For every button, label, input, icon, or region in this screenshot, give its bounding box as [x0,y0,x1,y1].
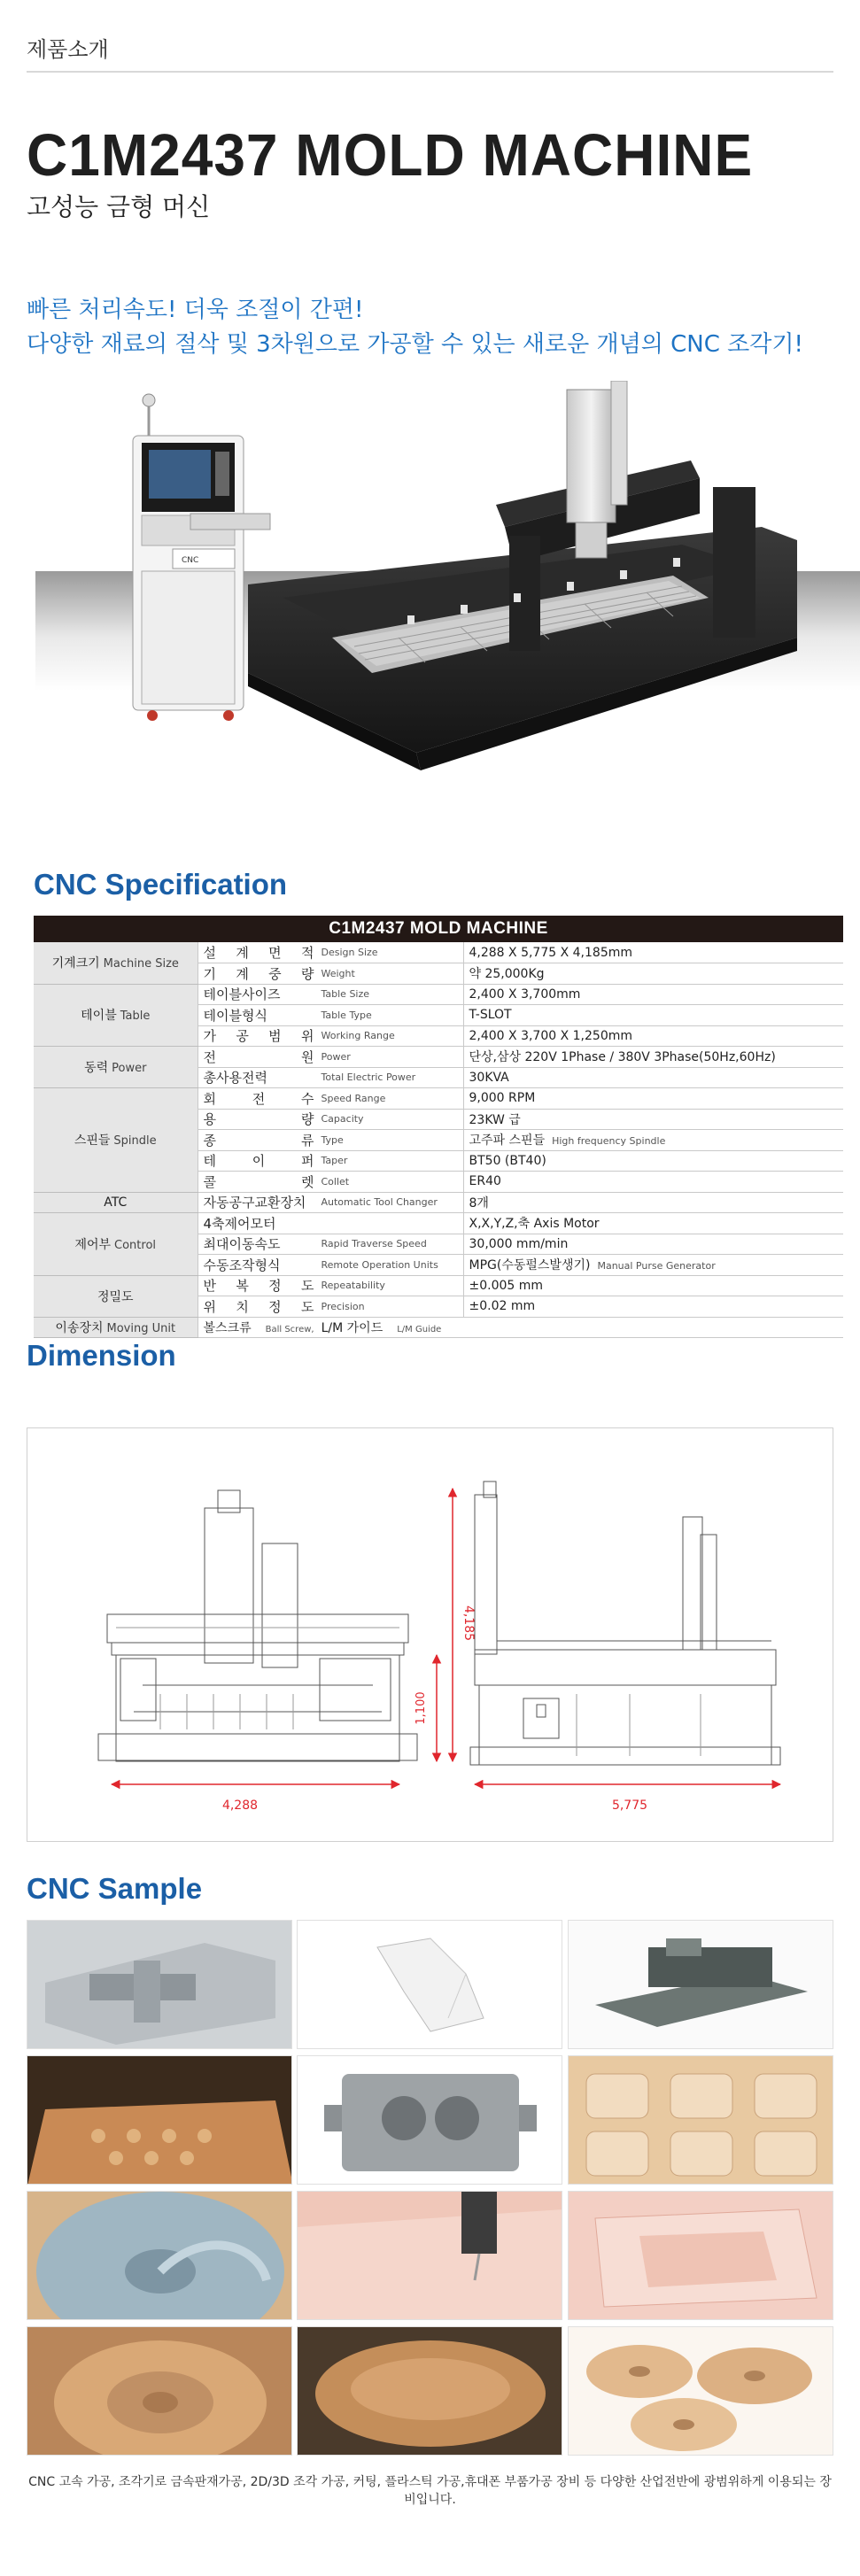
spec-value [463,1025,843,1047]
sample-white-part [297,1920,562,2049]
spec-item-ko: 테이블사이즈 [203,986,281,1003]
spec-item [198,1213,463,1234]
gantry-machine [248,381,797,770]
front-view [98,1490,417,1761]
spec-value [463,1130,843,1151]
dim-table-height: 1,100 [415,1691,428,1725]
spec-table-title: C1M2437 MOLD MACHINE [34,916,843,942]
spec-value [463,1067,843,1088]
spec-value [463,1275,843,1296]
spec-item [198,1192,463,1213]
spec-item-ko: 설 계 면 적 [203,945,314,961]
spec-value [463,942,843,963]
spec-category [34,1317,198,1338]
spec-item-en: Capacity [321,1113,364,1126]
spec-value-text: 8개 [469,1195,489,1211]
sample-mold-block [27,1920,292,2049]
spec-value [463,1234,843,1255]
sample-footer-note: CNC 고속 가공, 조각기로 금속판재가공, 2D/3D 조각 가공, 커팅, 플라스틱 가공,휴대폰 부품가공 장비 등 다양한 산업전반에 광범위하게 이용되는 장비입니다. [28,2475,832,2507]
spec-row [34,1317,843,1338]
tagline-2: 다양한 재료의 절삭 및 3차원으로 가공할 수 있는 새로운 개념의 CNC 조각기! [27,331,803,358]
spec-table [34,916,843,1338]
spec-item-ko: 반 복 정 도 [203,1278,314,1295]
spec-value [463,1296,843,1318]
dim-total-height: 4,185 [461,1605,476,1642]
spec-item [198,984,463,1005]
spec-value [463,1192,843,1213]
spec-item-en: Automatic Tool Changer [321,1196,438,1209]
spec-item-en: Precision [321,1300,365,1312]
spec-value [198,1317,843,1338]
spec-item-en: Table Type [321,1009,372,1021]
spec-item-ko: 테 이 퍼 [203,1153,314,1170]
spec-value [463,1047,843,1068]
spec-category-ko: 이송장치 [55,1320,104,1335]
spec-item-en: Collet [321,1175,350,1187]
product-subtitle: 고성능 금형 머신 [27,192,211,221]
spec-item-en: Type [321,1133,344,1146]
spec-value-text: T-SLOT [469,1008,512,1023]
spec-item-en: Rapid Traverse Speed [321,1238,427,1250]
spec-item [198,1255,463,1276]
spec-category [34,1275,198,1317]
spec-value [463,984,843,1005]
spec-item [198,1067,463,1088]
spec-category [34,984,198,1047]
spec-item-en: Table Size [321,988,370,1001]
sample-gallery [27,1920,833,2456]
spec-item [198,1109,463,1130]
machine-illustration [0,381,860,832]
spec-item-ko: 종 류 [203,1132,314,1149]
spec-value-note: Manual Purse Generator [597,1260,716,1273]
spec-value-text: ER40 [469,1174,501,1189]
dim-side-length: 5,775 [611,1799,648,1813]
spec-row [34,1047,843,1068]
spec-section-title: CNC Specification [34,868,288,901]
spec-item-ko: 전 원 [203,1048,314,1065]
spec-row [34,1275,843,1296]
spec-category-en: Table [120,1010,151,1024]
spec-item [198,963,463,985]
dimension-section-title: Dimension [27,1339,176,1372]
spec-category [34,1088,198,1193]
spec-value-note: High frequency Spindle [552,1135,666,1148]
spec-item-en: Working Range [321,1030,395,1042]
spec-category-en: Power [112,1062,147,1075]
sample-machined-base [568,1920,833,2049]
spec-row [34,984,843,1005]
spec-value-text: BT50 (BT40) [469,1153,546,1168]
spec-item-ko: 4축제어모터 [203,1215,276,1232]
spec-value [463,1088,843,1110]
spec-item-ko: 콜 렛 [203,1173,314,1190]
spec-value-text: 단상,삼상 220V 1Phase / 380V 3Phase(50Hz,60Hz) [469,1050,776,1065]
spec-item-ko: 용 량 [203,1111,314,1128]
spec-value-text: ±0.02 mm [469,1299,536,1314]
spec-item [198,1130,463,1151]
spec-item-ko: 기 계 중 량 [203,965,314,982]
spec-value [463,963,843,985]
spec-value-text: 30,000 mm/min [469,1236,569,1251]
spec-item [198,1234,463,1255]
spec-value-text: 2,400 X 3,700mm [469,986,581,1002]
spec-category-ko: ATC [104,1195,128,1210]
spec-item-ko: 위 치 정 도 [203,1298,314,1315]
spec-item-en: Repeatability [321,1280,385,1292]
spec-item [198,1088,463,1110]
spec-item-en: Weight [321,967,355,979]
spec-item-ko: 자동공구교환장치 [203,1195,306,1211]
spec-category-ko: 스핀들 [74,1133,111,1149]
spec-row [34,1192,843,1213]
spec-value-note-2: L/M Guide [397,1324,442,1334]
sample-section-title: CNC Sample [27,1872,203,1905]
spec-category-en: Control [114,1238,157,1252]
spec-value-text: 9,000 RPM [469,1091,536,1106]
spec-row [34,1213,843,1234]
spec-category [34,1213,198,1276]
spec-category [34,1192,198,1213]
spec-item [198,1296,463,1318]
svg-text:CNC: CNC [182,556,199,565]
sample-wood-relief [568,2055,833,2185]
spec-category-ko: 테이블 [81,1009,117,1024]
spec-value [463,1172,843,1193]
spec-value [463,1213,843,1234]
spec-value-text: 4,288 X 5,775 X 4,185mm [469,945,632,960]
spec-value-text: X,X,Y,Z,축 Axis Motor [469,1217,600,1232]
spec-item-en: Speed Range [321,1092,386,1104]
spec-item-en: Total Electric Power [321,1071,416,1084]
spec-value-text: MPG(수동펄스발생기) [469,1258,591,1273]
top-header [27,32,833,73]
dim-front-width: 4,288 [221,1799,259,1813]
spec-value-text: 고주파 스핀들 [469,1133,546,1149]
spec-category [34,1047,198,1088]
spec-item-ko: 가 공 범 위 [203,1028,314,1045]
spec-category-en: Moving Unit [106,1321,176,1335]
product-title: C1M2437 MOLD MACHINE [27,121,754,189]
spec-value [463,1150,843,1172]
spec-item-en: Remote Operation Units [321,1258,438,1271]
spec-item [198,1025,463,1047]
dimension-drawing [27,1428,833,1841]
spec-item [198,1172,463,1193]
spec-item-ko: 최대이동속도 [203,1236,281,1253]
spec-value-text: 30KVA [469,1070,509,1085]
spec-row [34,1088,843,1110]
spec-item-ko: 수동조작형식 [203,1257,281,1273]
spec-value [463,1109,843,1130]
spec-category-ko: 동력 [84,1061,109,1075]
spec-item-en: Power [321,1050,351,1063]
spec-value-text: 23KW 급 [469,1112,521,1127]
sample-wood-gear [27,2326,292,2456]
spec-item [198,942,463,963]
sample-foam-mold [568,2191,833,2320]
spec-item [198,1005,463,1026]
spec-item-ko: 총사용전력 [203,1070,267,1087]
sample-foam-cutting [297,2191,562,2320]
spec-row [34,942,843,963]
spec-value-note: Ball Screw, [265,1324,314,1334]
spec-category-ko: 제어부 [74,1237,112,1252]
spec-item-ko: 회 전 수 [203,1090,314,1107]
sample-metal-mold [297,2055,562,2185]
sample-impeller-mold [27,2191,292,2320]
spec-item-en: Taper [321,1155,348,1167]
spec-item [198,1047,463,1068]
spec-category-ko: 정밀도 [97,1289,134,1304]
tagline-1: 빠른 처리속도! 더욱 조절이 간편! [27,297,364,323]
section-label: 제품소개 [27,37,109,62]
spec-category-en: Machine Size [103,957,179,971]
spec-item-en: Design Size [321,947,378,958]
spec-category-ko: 기계크기 [51,956,100,971]
spec-category [34,942,198,984]
sample-wood-base [297,2326,562,2456]
sample-wood-impellers [568,2326,833,2456]
spec-value-text: ±0.005 mm [469,1278,544,1293]
spec-value-text: 2,400 X 3,700 X 1,250mm [469,1028,632,1043]
sample-wood-panel [27,2055,292,2185]
spec-item [198,1275,463,1296]
spec-value-text: 볼스크류 [203,1320,252,1335]
spec-item [198,1150,463,1172]
spec-value-text: 약 25,000Kg [469,967,545,982]
spec-value [463,1255,843,1276]
spec-value-text-2: L/M 가이드 [321,1320,384,1335]
side-view [470,1481,780,1765]
spec-category-en: Spindle [113,1134,157,1149]
spec-value [463,1005,843,1026]
dimension-drawing-box [27,1427,833,1842]
spec-item-ko: 테이블형식 [203,1007,267,1024]
